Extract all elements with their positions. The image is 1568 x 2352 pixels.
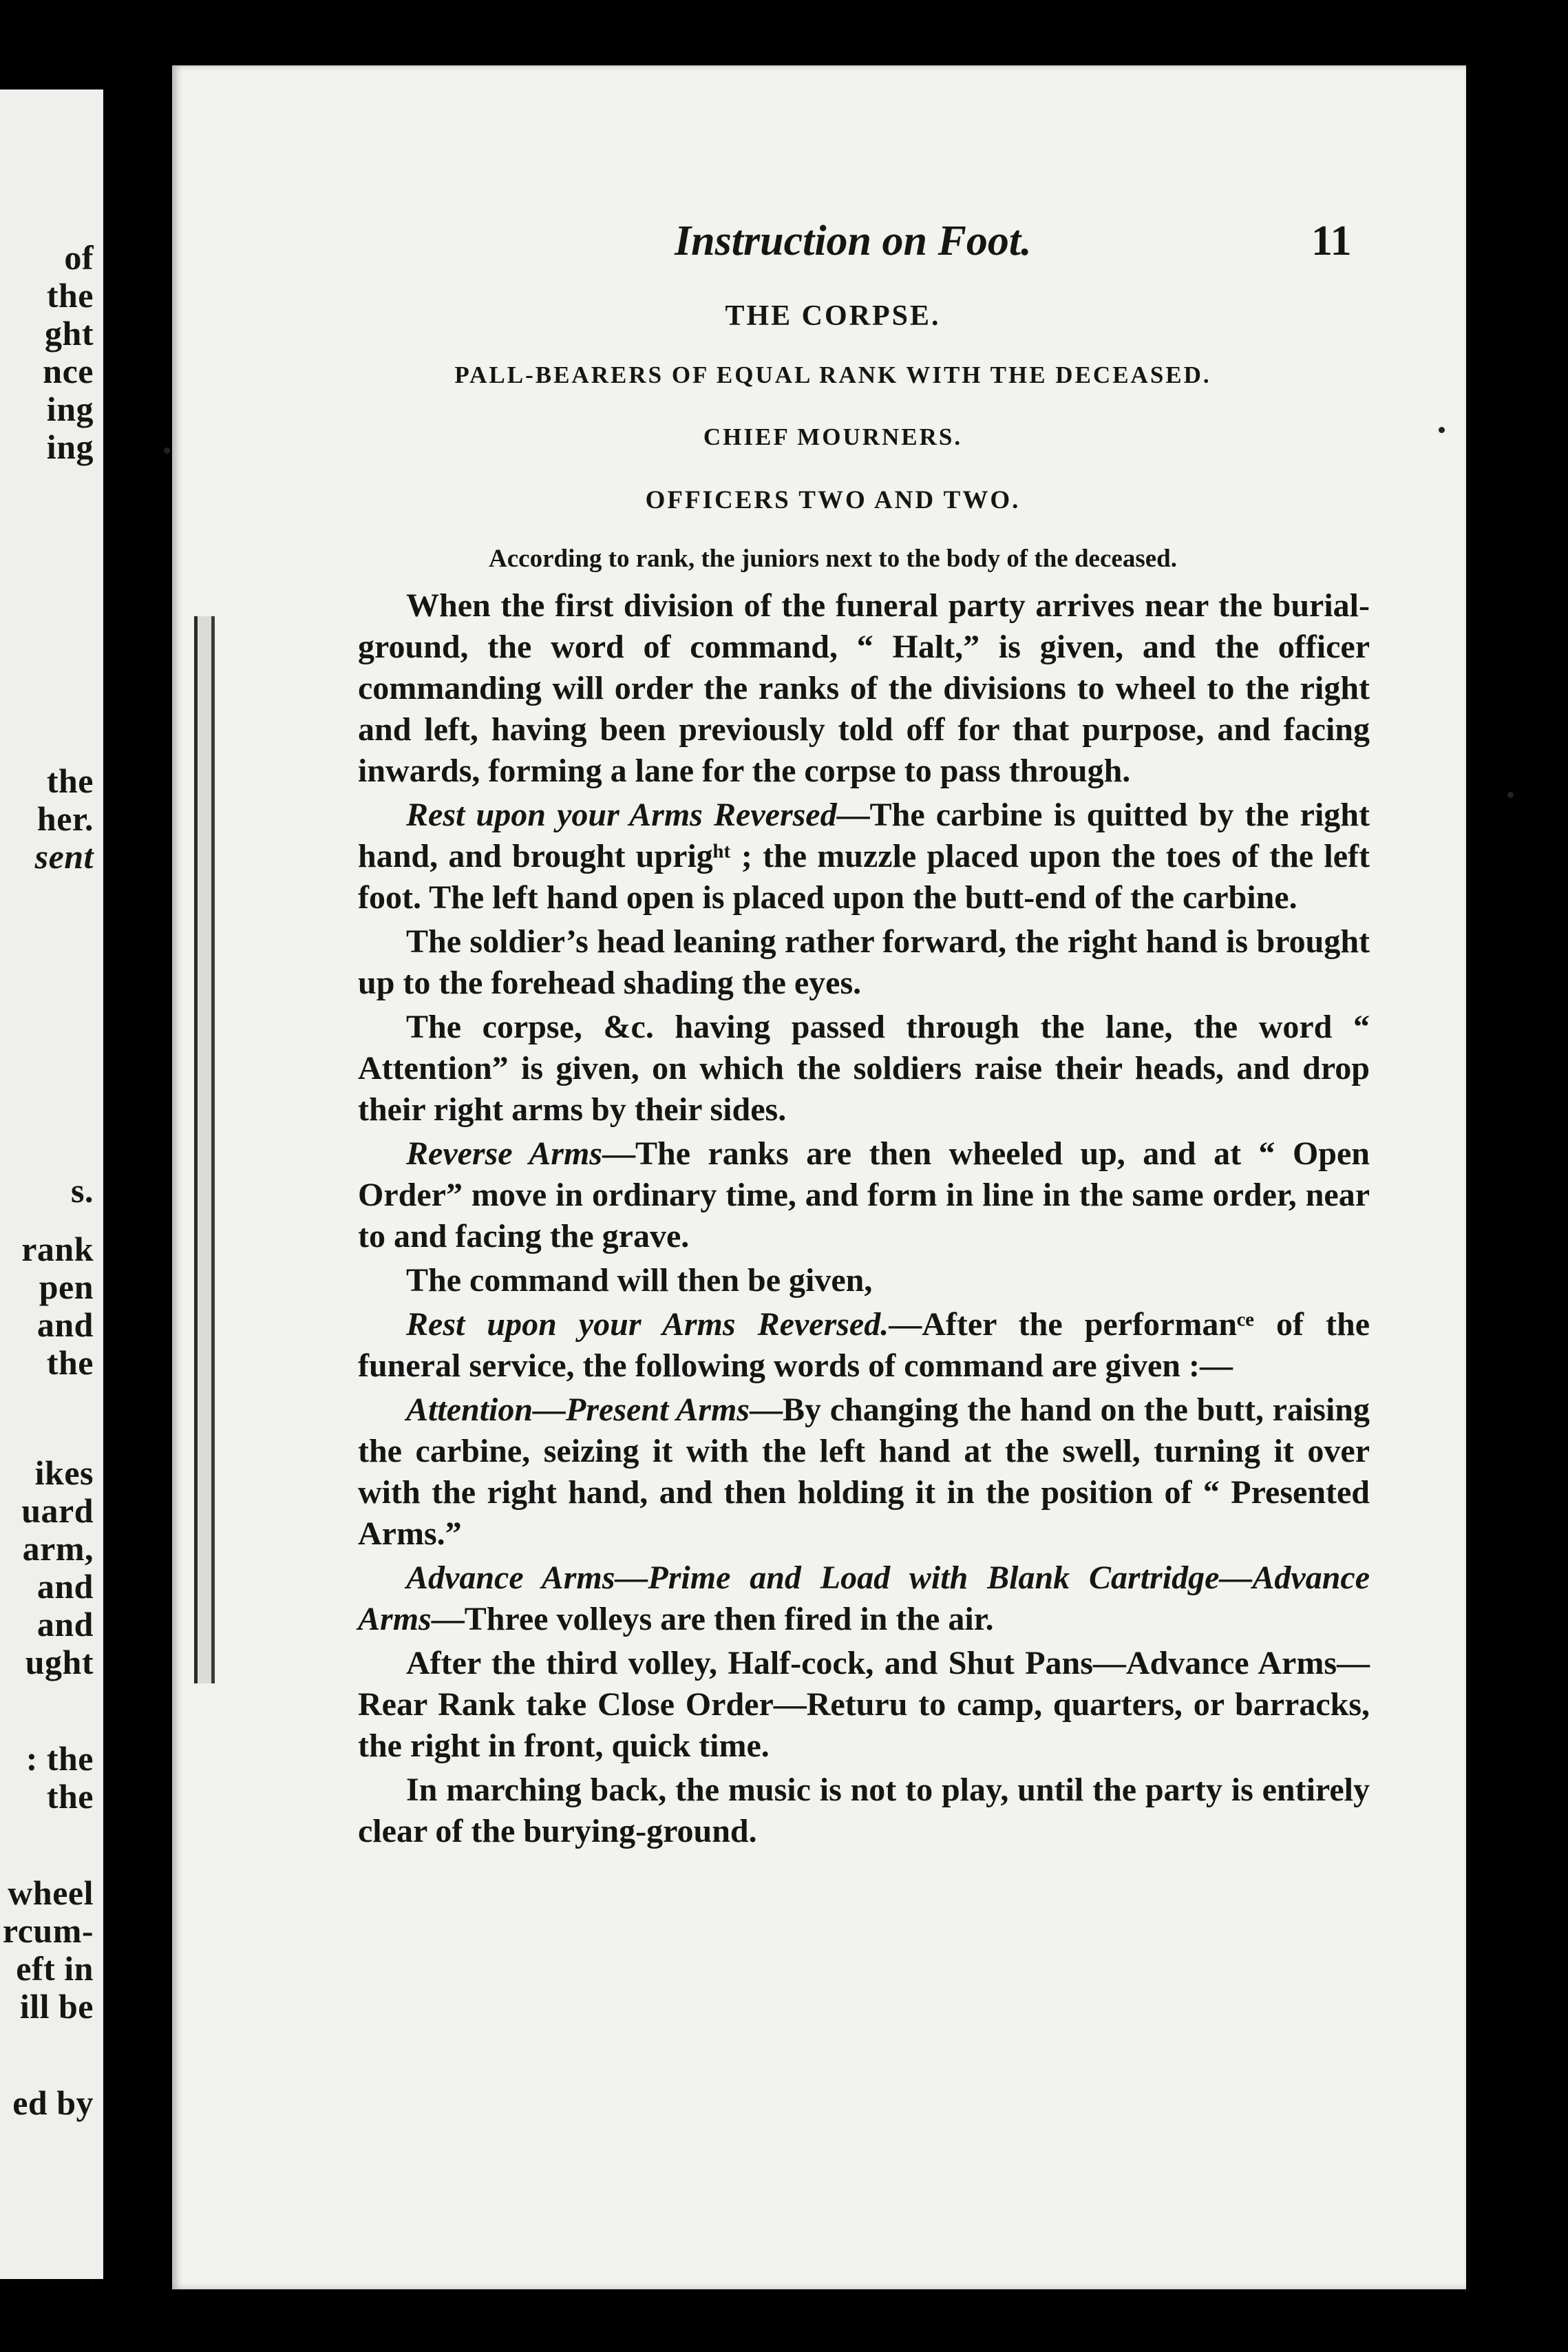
running-head: Instruction on Foot. — [675, 218, 1032, 264]
paragraph — [358, 1770, 1370, 1852]
page-number: 11 — [1311, 218, 1352, 264]
facing-page-word: and — [36, 1605, 94, 1644]
paragraph — [358, 585, 1370, 792]
facing-page-word: ing — [46, 390, 94, 428]
facing-page-word: sent — [34, 837, 94, 876]
paragraph-lead: Rest upon your Arms Reversed. — [406, 1306, 889, 1343]
paragraph — [358, 1133, 1370, 1257]
print-speck — [1507, 792, 1514, 798]
paragraph-text: The command will then be given, — [406, 1262, 873, 1299]
paragraph — [358, 1304, 1370, 1387]
paragraph — [358, 1643, 1370, 1767]
body-text — [358, 585, 1370, 1855]
facing-page-word: s. — [71, 1171, 94, 1210]
heading-officers: OFFICERS TWO AND TWO. — [645, 486, 1021, 514]
facing-page-word: the — [46, 1343, 94, 1382]
paragraph-text: When the first division of the funeral party arrives near the burial-ground, the word of command, “ Halt,” is given, and the officer commanding will order the ranks of the divisions to wheel to the right and left, having been previously told off for that purpose, and facing inwards, forming a lane for the corpse to pass through. — [358, 587, 1370, 789]
print-speck — [1439, 427, 1445, 433]
paragraph-lead: Reverse Arms — [406, 1135, 602, 1172]
paragraph-lead: Advance Arms—Prime and Load with Blank Cartridge—Advance Arms — [358, 1560, 1370, 1637]
facing-page-word: nce — [43, 352, 94, 390]
book-page — [172, 65, 1466, 2289]
facing-page-word: ill be — [19, 1987, 94, 2026]
heading-according-to-rank: According to rank, the juniors next to the body of the deceased. — [489, 545, 1177, 573]
paragraph — [358, 1557, 1370, 1640]
facing-page-word: ught — [25, 1643, 94, 1681]
paragraph-text: After the third volley, Half-cock, and Shut Pans—Advance Arms—Rear Rank take Close Order—Returu to camp, quarters, or barracks, the right in front, quick time. — [358, 1645, 1370, 1764]
facing-page-word: : the — [25, 1739, 94, 1778]
facing-page-word: of — [64, 238, 94, 277]
facing-page-word: the — [46, 276, 94, 315]
bookmark-ribbon — [194, 616, 215, 1683]
paragraph-text: The corpse, &c. having passed through the lane, the word “ Attention” is given, on which the soldiers raise their heads, and drop their right arms by their sides. — [358, 1009, 1370, 1128]
paragraph-text: —By changing the hand on the butt, raising the carbine, seizing it with the left hand at the swell, turning it over with the right hand, and then holding it in the position of “ Presented Arms.” — [358, 1392, 1370, 1552]
facing-page-word: eft in — [16, 1949, 94, 1988]
facing-page-word: her. — [36, 799, 94, 838]
paragraph — [358, 1389, 1370, 1555]
facing-page-word: wheel — [8, 1873, 94, 1912]
paragraph — [358, 1007, 1370, 1131]
paragraph-text: The soldier’s head leaning rather forward, the right hand is brought up to the forehead shading the eyes. — [358, 923, 1370, 1001]
paragraph-text: —After the performanᶜᵉ of the funeral service, the following words of command are given :— — [358, 1306, 1370, 1384]
paragraph-lead: Rest upon your Arms Reversed — [406, 797, 837, 833]
paragraph-text: In marching back, the music is not to play, until the party is entirely clear of the burying-ground. — [358, 1772, 1370, 1849]
facing-page-fragment — [0, 90, 103, 2279]
paragraph-text: —The ranks are then wheeled up, and at “ Open Order” move in ordinary time, and form in line in the same order, near to and facing the grave. — [358, 1135, 1370, 1254]
print-speck — [164, 448, 170, 454]
facing-page-word: arm, — [22, 1529, 94, 1568]
facing-page-word: the — [46, 762, 94, 800]
book-gutter — [103, 69, 179, 2293]
heading-corpse: THE CORPSE. — [725, 300, 941, 332]
facing-page-word: ing — [46, 428, 94, 466]
facing-page-word: ikes — [34, 1453, 94, 1492]
heading-pall-bearers: PALL-BEARERS OF EQUAL RANK WITH THE DECEASED. — [454, 361, 1211, 388]
paragraph — [358, 1260, 1370, 1301]
facing-page-word: and — [36, 1305, 94, 1344]
facing-page-word: pen — [39, 1268, 94, 1306]
facing-page-word: ed by — [12, 2083, 94, 2122]
paragraph-text: —Three volleys are then fired in the air. — [431, 1601, 994, 1637]
facing-page-word: rcum- — [2, 1911, 94, 1950]
paragraph — [358, 921, 1370, 1004]
facing-page-word: the — [46, 1777, 94, 1816]
facing-page-word: and — [36, 1567, 94, 1606]
facing-page-word: uard — [21, 1491, 94, 1530]
paragraph-lead: Attention—Present Arms — [406, 1392, 750, 1428]
facing-page-words — [0, 90, 103, 2279]
facing-page-word: rank — [21, 1230, 94, 1268]
paragraph-text: —The carbine is quitted by the right hand, and brought uprigʰᵗ ; the muzzle placed upon the toes of the left foot. The left hand open is placed upon the butt-end of the carbine. — [358, 797, 1370, 916]
facing-page-word: ght — [45, 314, 94, 353]
paragraph — [358, 795, 1370, 918]
heading-chief-mourners: CHIEF MOURNERS. — [703, 423, 963, 450]
